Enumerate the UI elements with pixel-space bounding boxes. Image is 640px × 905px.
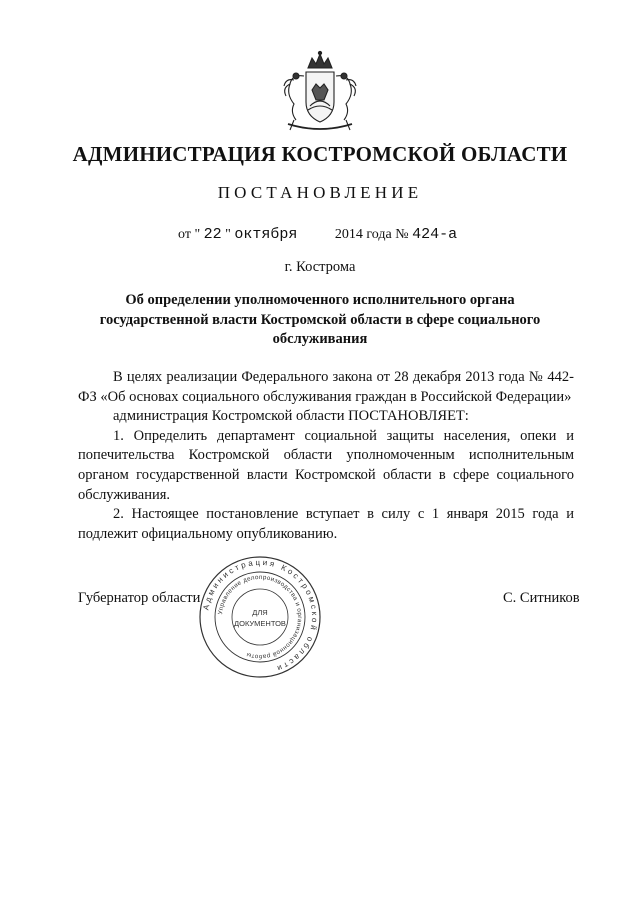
stamp-center-line-2: ДОКУМЕНТОВ bbox=[234, 619, 286, 628]
signature-role: Губернатор области bbox=[78, 590, 201, 606]
date-quote-close: " bbox=[225, 227, 231, 242]
coat-of-arms-icon bbox=[272, 50, 368, 134]
stamp-center-line-1: ДЛЯ bbox=[252, 608, 268, 617]
date-month: октября bbox=[234, 226, 298, 243]
stamp-inner-text: Управление делопроизводства и организационной работы bbox=[217, 573, 304, 661]
date-day: 22 bbox=[203, 226, 222, 243]
date-quote-open: " bbox=[194, 227, 201, 242]
city: г. Кострома bbox=[284, 259, 356, 275]
stamp-ring-text: Администрация Костромской области bbox=[201, 557, 320, 674]
paragraph-item-1: 1. Определить департамент социальной защиты населения, опеки и попечительства Костромской области уполномоченным исполнительным органом государственной власти Костромской области в сфере социального обслуживания. bbox=[78, 427, 574, 503]
paragraph-preamble: В целях реализации Федерального закона от 28 декабря 2013 года № 442-ФЗ «Об основах социального обслуживания граждан в Российской Федерации» bbox=[78, 369, 574, 405]
date-prefix: от bbox=[178, 227, 191, 242]
date-year: 2014 года bbox=[334, 227, 392, 242]
document-number: 424-а bbox=[412, 226, 458, 243]
document-subject: Об определении уполномоченного исполнительного органа государственной власти Костромской области в сфере социального обслуживания bbox=[99, 292, 541, 347]
number-label: № bbox=[395, 227, 409, 242]
date-line bbox=[178, 226, 457, 243]
seal-stamp bbox=[196, 553, 324, 681]
signature-name: С. Ситников bbox=[503, 590, 580, 606]
organization-title: АДМИНИСТРАЦИЯ КОСТРОМСКОЙ ОБЛАСТИ bbox=[72, 142, 568, 166]
paragraph-resolves: администрация Костромской области ПОСТАНОВЛЯЕТ: bbox=[113, 408, 469, 425]
document-body bbox=[78, 368, 574, 544]
document-type: ПОСТАНОВЛЕНИЕ bbox=[217, 183, 423, 202]
paragraph-item-2: 2. Настоящее постановление вступает в силу с 1 января 2015 года и подлежит официальному опубликованию. bbox=[78, 506, 574, 542]
